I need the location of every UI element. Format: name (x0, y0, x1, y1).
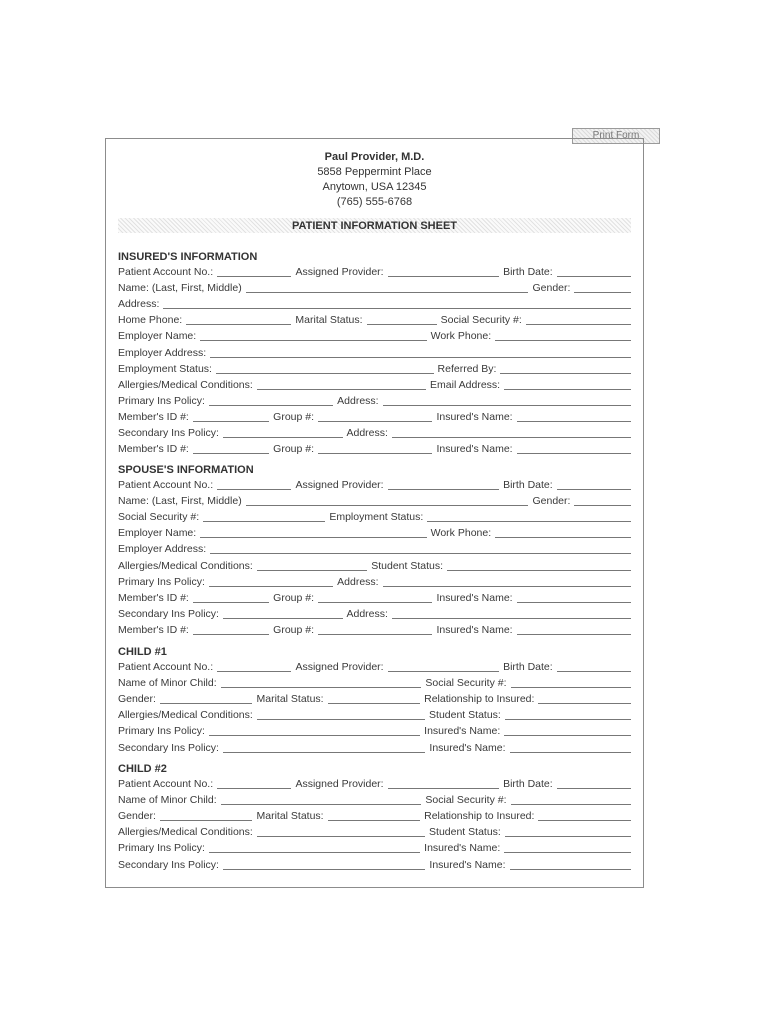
form-row (118, 675, 631, 690)
field-label: Employment Status: (329, 511, 424, 524)
field-input-line[interactable] (388, 479, 499, 490)
field-input-line[interactable] (517, 443, 631, 454)
field-input-line[interactable] (383, 576, 631, 587)
field-label: Social Security #: (118, 511, 200, 524)
field-input-line[interactable] (163, 298, 631, 309)
field-input-line[interactable] (193, 411, 269, 422)
field-label: Allergies/Medical Conditions: (118, 559, 253, 572)
field-label: Address: (337, 394, 379, 407)
field-input-line[interactable] (526, 314, 631, 325)
provider-phone: (765) 555-6768 (336, 196, 413, 208)
field-input-line[interactable] (223, 608, 343, 619)
field-input-line[interactable] (203, 511, 325, 522)
form-row (118, 345, 631, 360)
form-row (118, 776, 631, 791)
field-input-line[interactable] (557, 778, 631, 789)
field-label: Birth Date: (503, 479, 553, 491)
field-input-line[interactable] (504, 379, 631, 390)
provider-street: 5858 Peppermint Place (317, 166, 432, 178)
field-label: Employer Name: (118, 527, 197, 540)
field-label: Patient Account No.: (118, 778, 214, 790)
section-heading: INSURED'S INFORMATION (118, 251, 258, 263)
field-input-line[interactable] (495, 330, 631, 341)
form-row (118, 441, 631, 456)
form-row (118, 659, 631, 674)
field-input-line[interactable] (160, 693, 253, 704)
field-input-line[interactable] (388, 661, 499, 672)
field-label: Member's ID #: (118, 591, 189, 604)
field-input-line[interactable] (511, 677, 631, 688)
form-row (118, 558, 631, 573)
field-input-line[interactable] (504, 725, 631, 736)
field-input-line[interactable] (257, 379, 426, 390)
field-input-line[interactable] (257, 826, 425, 837)
field-input-line[interactable] (210, 543, 631, 554)
form-row (118, 622, 631, 637)
field-label: Gender: (532, 282, 571, 295)
field-input-line[interactable] (517, 624, 631, 635)
field-input-line[interactable] (557, 266, 631, 277)
field-label: Assigned Provider: (295, 266, 384, 278)
field-input-line[interactable] (160, 810, 253, 821)
field-label: Name of Minor Child: (118, 794, 217, 807)
field-input-line[interactable] (574, 495, 631, 506)
field-label: Secondary Ins Policy: (118, 858, 219, 871)
section-heading: SPOUSE'S INFORMATION (118, 464, 254, 476)
field-label: Birth Date: (503, 266, 553, 278)
field-input-line[interactable] (246, 282, 529, 293)
field-input-line[interactable] (447, 560, 631, 571)
field-label: Primary Ins Policy: (118, 725, 205, 738)
field-label: Social Security #: (425, 794, 507, 807)
field-input-line[interactable] (383, 395, 631, 406)
field-label: Name: (Last, First, Middle) (118, 282, 242, 295)
form-row (118, 393, 631, 408)
field-label: Insured's Name: (436, 443, 513, 456)
field-input-line[interactable] (209, 576, 333, 587)
field-label: Employer Name: (118, 330, 197, 343)
field-input-line[interactable] (328, 810, 421, 821)
field-label: Name of Minor Child: (118, 677, 217, 690)
field-input-line[interactable] (193, 624, 269, 635)
field-label: Employment Status: (118, 362, 212, 375)
field-label: Insured's Name: (424, 842, 501, 855)
field-input-line[interactable] (367, 314, 437, 325)
form-row (118, 296, 631, 311)
field-label: Group #: (273, 443, 315, 456)
form-row (118, 477, 631, 492)
form-row (118, 264, 631, 279)
field-label: Gender: (532, 495, 571, 508)
field-input-line[interactable] (495, 527, 631, 538)
field-input-line[interactable] (223, 742, 425, 753)
field-label: Gender: (118, 693, 156, 706)
field-label: Employer Address: (118, 346, 207, 359)
form-row (118, 606, 631, 621)
field-input-line[interactable] (392, 427, 631, 438)
provider-header (105, 150, 644, 210)
field-input-line[interactable] (257, 709, 425, 720)
field-label: Group #: (273, 410, 315, 423)
field-input-line[interactable] (193, 443, 269, 454)
field-label: Allergies/Medical Conditions: (118, 709, 253, 722)
field-label: Secondary Ins Policy: (118, 427, 219, 439)
field-label: Student Status: (429, 826, 501, 839)
form-row (118, 707, 631, 722)
field-label: Patient Account No.: (118, 661, 214, 673)
field-label: Address: (346, 607, 388, 620)
form-row (118, 808, 631, 823)
field-label: Member's ID #: (118, 443, 189, 456)
field-input-line[interactable] (318, 411, 432, 422)
form-row (118, 590, 631, 605)
field-label: Member's ID #: (118, 410, 189, 423)
field-input-line[interactable] (388, 266, 499, 277)
field-input-line[interactable] (217, 479, 291, 490)
field-input-line[interactable] (246, 495, 529, 506)
field-label: Group #: (273, 591, 315, 604)
form-row (118, 328, 631, 343)
field-input-line[interactable] (210, 347, 631, 358)
form-row (118, 840, 631, 855)
field-input-line[interactable] (318, 624, 432, 635)
field-label: Employer Address: (118, 543, 207, 556)
field-input-line[interactable] (217, 778, 291, 789)
field-label: Assigned Provider: (295, 661, 384, 673)
section-heading: CHILD #1 (118, 646, 167, 658)
field-label: Insured's Name: (429, 741, 506, 754)
field-label: Allergies/Medical Conditions: (118, 826, 253, 839)
field-label: Patient Account No.: (118, 266, 214, 278)
field-label: Email Address: (430, 378, 501, 391)
form-row (118, 425, 631, 440)
field-label: Address: (337, 575, 379, 588)
field-input-line[interactable] (505, 826, 631, 837)
field-label: Group #: (273, 623, 315, 636)
field-input-line[interactable] (318, 592, 432, 603)
field-input-line[interactable] (538, 693, 631, 704)
field-input-line[interactable] (510, 742, 631, 753)
field-input-line[interactable] (538, 810, 631, 821)
field-label: Social Security #: (425, 677, 507, 690)
form-row (118, 493, 631, 508)
field-label: Marital Status: (256, 693, 324, 706)
field-label: Secondary Ins Policy: (118, 741, 219, 754)
field-input-line[interactable] (505, 709, 631, 720)
field-input-line[interactable] (557, 479, 631, 490)
field-input-line[interactable] (257, 560, 367, 571)
field-input-line[interactable] (328, 693, 421, 704)
field-input-line[interactable] (221, 677, 422, 688)
field-input-line[interactable] (574, 282, 631, 293)
field-input-line[interactable] (216, 363, 434, 374)
field-input-line[interactable] (517, 592, 631, 603)
field-label: Name: (Last, First, Middle) (118, 495, 242, 508)
field-input-line[interactable] (200, 330, 426, 341)
field-label: Primary Ins Policy: (118, 575, 205, 588)
field-label: Member's ID #: (118, 623, 189, 636)
form-row (118, 541, 631, 556)
field-input-line[interactable] (388, 778, 499, 789)
field-label: Work Phone: (430, 527, 492, 540)
form-row (118, 824, 631, 839)
field-input-line[interactable] (223, 859, 425, 870)
form-row (118, 792, 631, 807)
field-label: Referred By: (437, 362, 497, 375)
form-row (118, 409, 631, 424)
field-label: Patient Account No.: (118, 479, 214, 491)
form-row (118, 377, 631, 392)
form-row (118, 361, 631, 376)
field-input-line[interactable] (193, 592, 269, 603)
field-input-line[interactable] (427, 511, 631, 522)
field-label: Primary Ins Policy: (118, 842, 205, 855)
field-input-line[interactable] (200, 527, 426, 538)
form-title: PATIENT INFORMATION SHEET (292, 220, 457, 232)
field-label: Insured's Name: (429, 858, 506, 871)
provider-city: Anytown, USA 12345 (322, 181, 427, 193)
field-label: Primary Ins Policy: (118, 394, 205, 407)
form-row (118, 723, 631, 738)
field-input-line[interactable] (217, 266, 291, 277)
form-row (118, 280, 631, 295)
field-label: Address: (346, 427, 388, 439)
field-input-line[interactable] (511, 794, 631, 805)
field-input-line[interactable] (557, 661, 631, 672)
field-input-line[interactable] (510, 859, 631, 870)
form-row (118, 312, 631, 327)
field-label: Insured's Name: (436, 623, 513, 636)
field-label: Assigned Provider: (295, 778, 384, 790)
field-label: Birth Date: (503, 778, 553, 790)
field-label: Marital Status: (295, 314, 363, 327)
field-input-line[interactable] (500, 363, 631, 374)
field-label: Student Status: (371, 559, 444, 572)
field-label: Relationship to Insured: (424, 693, 535, 706)
field-label: Assigned Provider: (295, 479, 384, 491)
field-label: Social Security #: (440, 314, 522, 327)
form-row (118, 509, 631, 524)
form-row (118, 574, 631, 589)
form-row (118, 691, 631, 706)
field-label: Student Status: (429, 709, 501, 722)
field-input-line[interactable] (504, 842, 631, 853)
field-label: Insured's Name: (436, 410, 513, 423)
field-input-line[interactable] (318, 443, 432, 454)
field-input-line[interactable] (517, 411, 631, 422)
field-label: Insured's Name: (436, 591, 513, 604)
field-input-line[interactable] (209, 395, 333, 406)
field-label: Gender: (118, 810, 156, 823)
field-input-line[interactable] (217, 661, 291, 672)
field-label: Allergies/Medical Conditions: (118, 378, 253, 391)
field-input-line[interactable] (209, 842, 420, 853)
print-form-button[interactable]: Print Form (572, 128, 660, 144)
section-heading: CHILD #2 (118, 763, 167, 775)
field-input-line[interactable] (223, 427, 343, 438)
field-label: Secondary Ins Policy: (118, 607, 219, 620)
field-label: Address: (118, 298, 160, 311)
field-input-line[interactable] (392, 608, 631, 619)
field-input-line[interactable] (221, 794, 422, 805)
form-row (118, 857, 631, 872)
field-label: Birth Date: (503, 661, 553, 673)
field-label: Insured's Name: (424, 725, 501, 738)
field-label: Home Phone: (118, 314, 183, 327)
field-input-line[interactable] (186, 314, 291, 325)
form-row (118, 740, 631, 755)
field-label: Marital Status: (256, 810, 324, 823)
field-input-line[interactable] (209, 725, 420, 736)
provider-name: Paul Provider, M.D. (324, 151, 425, 163)
field-label: Relationship to Insured: (424, 810, 535, 823)
form-row (118, 525, 631, 540)
field-label: Work Phone: (430, 330, 492, 343)
